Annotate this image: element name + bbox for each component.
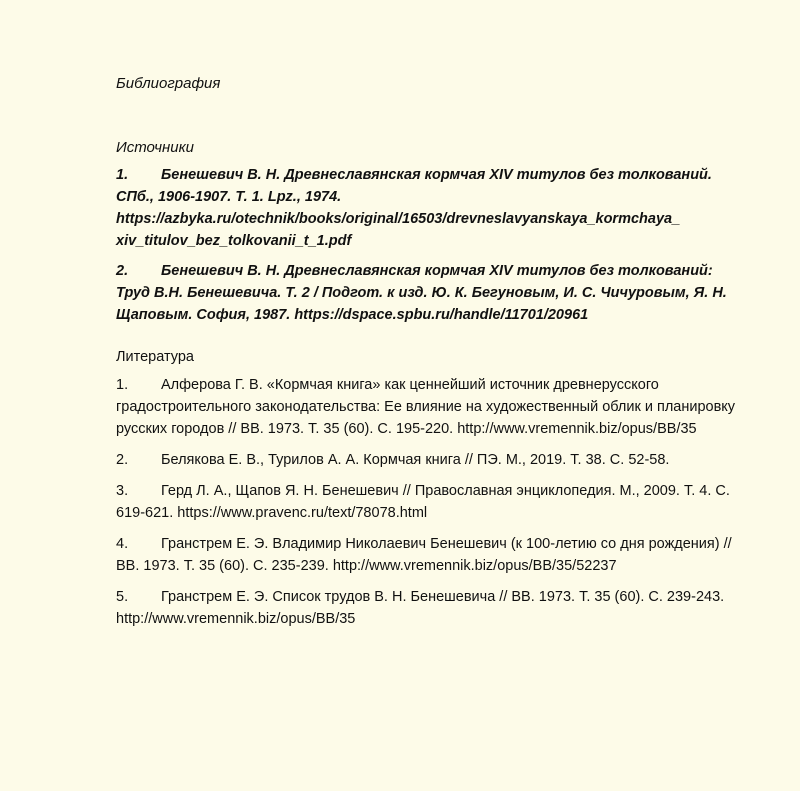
literature-item <box>116 449 744 471</box>
item-text: Бенешевич В. Н. Древнеславянская кормчая XIV титулов без толкований. СПб., 1906-1907. Т. 1. Lpz., 1974. https://azbyka.ru/otechnik/books/original/16503/drevneslavyanskaya_kormchaya_ xiv_titulov_bez_tolkovanii_t_1.pdf <box>116 167 712 249</box>
literature-item <box>116 533 744 577</box>
item-text: Алферова Г. В. «Кормчая книга» как ценнейший источник древнерусского градостроительного законодательства: Ее влияние на художественный облик и планировку русских городов // ВВ. 1973. Т. 35 (60). С. 195-220. http://www.vremennik.biz/opus/BB/35 <box>116 377 736 437</box>
item-number: 2. <box>116 263 129 279</box>
page-title: Библиография <box>116 75 221 92</box>
source-item <box>116 260 744 326</box>
literature-item <box>116 374 744 440</box>
sources-heading: Источники <box>116 139 195 156</box>
item-number: 5. <box>116 589 129 605</box>
literature-section <box>116 349 744 639</box>
item-text: Бенешевич В. Н. Древнеславянская кормчая XIV титулов без толкований: Труд В.Н. Бенешевича. Т. 2 / Подгот. к изд. Ю. К. Бегуновым, И. С. Чичуровым, Я. Н. Щаповым. София, 1987. https://dspace.spbu.ru/handle/11701/20961 <box>116 263 727 323</box>
item-number: 1. <box>116 167 129 183</box>
literature-item <box>116 480 744 524</box>
item-number: 2. <box>116 452 129 468</box>
source-item <box>116 164 744 252</box>
item-text: Гранстрем Е. Э. Владимир Николаевич Бенешевич (к 100-летию со дня рождения) // ВВ. 1973. Т. 35 (60). С. 235-239. http://www.vremennik.biz/opus/BB/35/52237 <box>116 536 732 574</box>
item-text: Гранстрем Е. Э. Список трудов В. Н. Бенешевича // ВВ. 1973. Т. 35 (60). С. 239-243. http://www.vremennik.biz/opus/BB/35 <box>116 589 725 627</box>
item-text: Белякова Е. В., Турилов А. А. Кормчая книга // ПЭ. М., 2019. Т. 38. С. 52-58. <box>161 452 670 468</box>
item-number: 1. <box>116 377 129 393</box>
item-number: 4. <box>116 536 129 552</box>
literature-heading: Литература <box>116 349 194 365</box>
item-text: Герд Л. А., Щапов Я. Н. Бенешевич // Православная энциклопедия. М., 2009. Т. 4. С. 619-621. https://www.pravenc.ru/text/78078.html <box>116 483 730 521</box>
item-number: 3. <box>116 483 129 499</box>
sources-section <box>116 139 744 334</box>
literature-item <box>116 586 744 630</box>
